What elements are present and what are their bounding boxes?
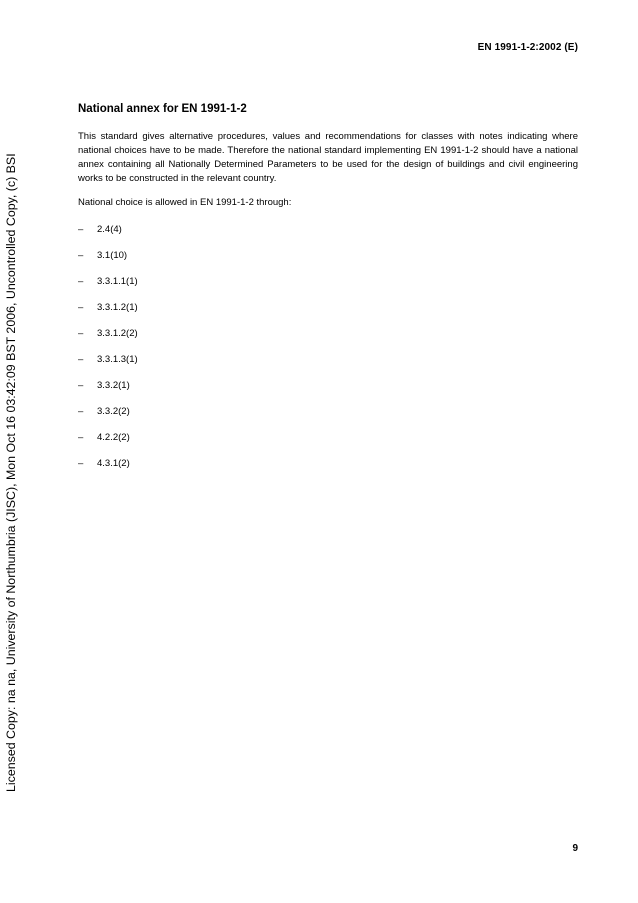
list-item-text: 3.3.2(2) [97,406,130,417]
dash-bullet: – [78,328,84,339]
list-item-text: 3.1(10) [97,250,128,261]
list-item-text: 4.2.2(2) [97,432,130,443]
dash-bullet: – [78,250,84,261]
list-item-text: 3.3.1.1(1) [97,276,138,287]
list-item-text: 3.3.1.3(1) [97,354,138,365]
list-item [78,354,578,380]
list-item-text: 3.3.2(1) [97,380,130,391]
dash-bullet: – [78,276,84,287]
page-number: 9 [572,843,578,854]
license-stamp-text: Licensed Copy: na na, University of Northumbria (JISC), Mon Oct 16 03:42:09 BST 2006, Uncontrolled Copy, (c) BSI [4,153,18,792]
list-item-text: 3.3.1.2(2) [97,328,138,339]
dash-bullet: – [78,354,84,365]
section-title: National annex for EN 1991-1-2 [78,103,247,115]
list-item [78,328,578,354]
license-stamp [4,0,18,903]
main-content [78,103,578,484]
list-item-text: 4.3.1(2) [97,458,130,469]
national-choice-paragraph: National choice is allowed in EN 1991-1-2 through: [78,197,292,208]
dash-bullet: – [78,302,84,313]
dash-bullet: – [78,432,84,443]
national-choice-list [78,224,578,484]
list-item [78,458,578,484]
list-item [78,302,578,328]
list-item [78,250,578,276]
intro-paragraph: This standard gives alternative procedures, values and recommendations for classes with notes indicating where national choices have to be made. Therefore the national standard implementing EN 1991-1-2 should have a national annex containing all Nationally Determined Parameters to be used for the design of buildings and civil engineering works to be constructed in the relevant country. [78,131,578,184]
list-item [78,276,578,302]
list-item [78,380,578,406]
dash-bullet: – [78,406,84,417]
list-item-text: 3.3.1.2(1) [97,302,138,313]
dash-bullet: – [78,224,84,235]
dash-bullet: – [78,458,84,469]
list-item-text: 2.4(4) [97,224,122,235]
document-id-header: EN 1991-1-2:2002 (E) [477,42,578,53]
list-item [78,432,578,458]
list-item [78,224,578,250]
dash-bullet: – [78,380,84,391]
list-item [78,406,578,432]
